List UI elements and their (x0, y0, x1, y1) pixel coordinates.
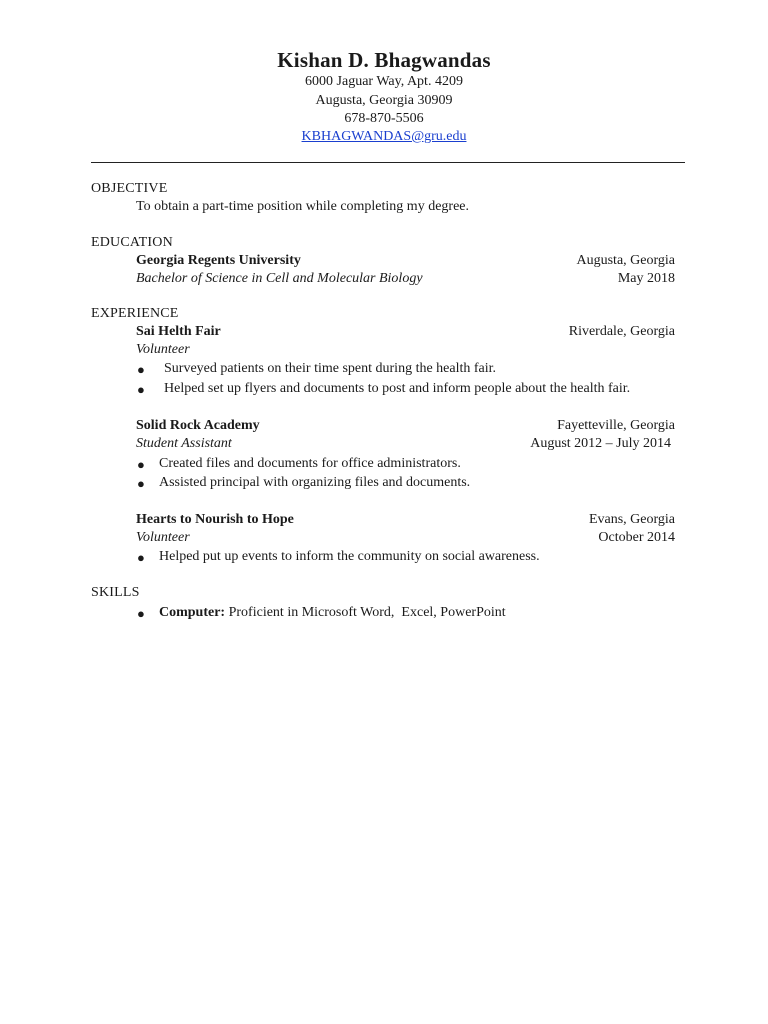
job-3-date: October 2014 (598, 530, 675, 545)
address-line-2: Augusta, Georgia 30909 (315, 93, 453, 108)
education-heading: EDUCATION (91, 235, 173, 250)
job-3-role: Volunteer (136, 530, 190, 545)
skill-text: Proficient in Microsoft Word, Excel, PowerPoint (225, 605, 506, 620)
bullet-icon: ● (137, 362, 145, 377)
job-3-bullet-1: Helped put up events to inform the community on social awareness. (159, 549, 540, 564)
job-1-bullet-1: Surveyed patients on their time spent during the health fair. (164, 361, 497, 376)
job-1-org: Sai Helth Fair (136, 324, 221, 339)
education-date: May 2018 (617, 271, 675, 286)
header-divider (91, 162, 685, 163)
bullet-icon: ● (137, 476, 145, 491)
job-1-role: Volunteer (136, 342, 190, 357)
job-2-date: August 2012 – July 2014 (530, 436, 671, 451)
bullet-icon: ● (137, 457, 145, 472)
email-link[interactable]: KBHAGWANDAS@gru.edu (301, 129, 467, 144)
job-3-location: Evans, Georgia (588, 512, 675, 527)
candidate-name: Kishan D. Bhagwandas (277, 48, 491, 72)
education-degree: Bachelor of Science in Cell and Molecular Biology (136, 271, 423, 286)
job-3-org: Hearts to Nourish to Hope (136, 512, 294, 527)
bullet-icon: ● (137, 382, 145, 397)
education-school: Georgia Regents University (136, 253, 301, 268)
address-line-1: 6000 Jaguar Way, Apt. 4209 (305, 74, 463, 89)
job-1-bullet-2: Helped set up flyers and documents to post and inform people about the health fair. (164, 381, 631, 396)
bullet-icon: ● (137, 606, 145, 621)
skill-label: Computer: (159, 605, 226, 620)
bullet-icon: ● (137, 550, 145, 565)
phone-number: 678-870-5506 (344, 111, 424, 126)
job-2-role: Student Assistant (136, 436, 232, 451)
skill-item (159, 605, 506, 621)
objective-text: To obtain a part-time position while completing my degree. (136, 199, 469, 214)
experience-heading: EXPERIENCE (91, 306, 179, 321)
job-2-bullet-1: Created files and documents for office administrators. (159, 456, 461, 471)
job-2-org: Solid Rock Academy (136, 418, 260, 433)
job-2-location: Fayetteville, Georgia (557, 418, 675, 433)
objective-heading: OBJECTIVE (91, 181, 168, 196)
email-container (0, 128, 768, 146)
skills-heading: SKILLS (91, 585, 140, 600)
job-2-bullet-2: Assisted principal with organizing files and documents. (159, 475, 471, 490)
job-1-location: Riverdale, Georgia (568, 324, 675, 339)
education-location: Augusta, Georgia (576, 253, 675, 268)
